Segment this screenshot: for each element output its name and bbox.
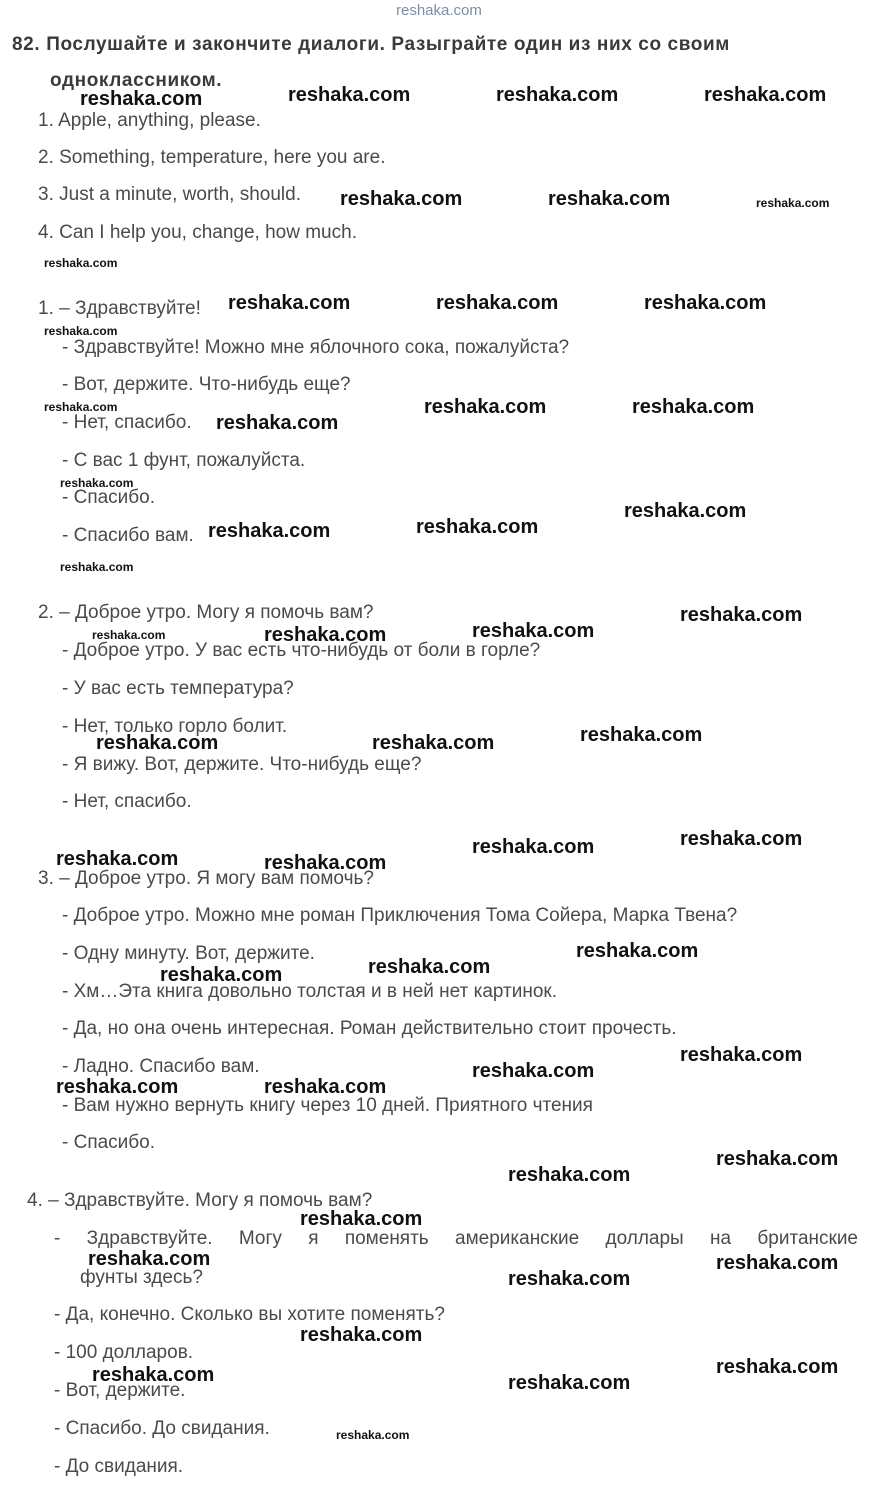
answer-line: 2. Something, temperature, here you are. (38, 147, 386, 168)
watermark: reshaka.com (632, 396, 755, 418)
dialogue2-line: - Я вижу. Вот, держите. Что-нибудь еще? (62, 754, 422, 775)
watermark: reshaka.com (496, 84, 619, 106)
dialogue3-line: - Хм…Эта книга довольно толстая и в ней нет картинок. (62, 981, 558, 1002)
watermark: reshaka.com (680, 1044, 803, 1066)
dialogue3-opening: 3. – Доброе утро. Я могу вам помочь? (38, 868, 374, 889)
word: я (308, 1228, 319, 1249)
watermark: reshaka.com (264, 852, 387, 874)
word: на (710, 1228, 732, 1249)
watermark: reshaka.com (216, 412, 339, 434)
dialogue1-opening: 1. – Здравствуйте! (38, 298, 201, 319)
answer-line: 1. Apple, anything, please. (38, 110, 261, 131)
watermark: reshaka.com (264, 624, 387, 646)
dialogue4-line: - До свидания. (54, 1456, 184, 1477)
watermark: reshaka.com (228, 292, 351, 314)
dialogue4-line: - Спасибо. До свидания. (54, 1418, 270, 1439)
word: британские (757, 1228, 858, 1249)
watermark-small: reshaka.com (92, 628, 166, 642)
watermark: reshaka.com (704, 84, 827, 106)
watermark: reshaka.com (416, 516, 539, 538)
dialogue4-line: - Да, конечно. Сколько вы хотите поменять? (54, 1304, 445, 1325)
task-title-line1: Послушайте и закончите диалоги. Разыграйте один из них со своим (46, 34, 730, 55)
dialogue3-line: - Доброе утро. Можно мне роман Приключения Тома Сойера, Марка Твена? (62, 905, 738, 926)
dialogue4-continuation: фунты здесь? (80, 1267, 203, 1288)
watermark-small: reshaka.com (60, 476, 134, 490)
dialogue1-line: - Спасибо вам. (62, 525, 194, 546)
watermark-small: reshaka.com (44, 324, 118, 338)
dialogue3-line: - Ладно. Спасибо вам. (62, 1056, 260, 1077)
watermark: reshaka.com (340, 188, 463, 210)
task-number: 82. (12, 34, 41, 55)
watermark: reshaka.com (716, 1148, 839, 1170)
dialogue4-line: - 100 долларов. (54, 1342, 194, 1363)
watermark: reshaka.com (716, 1252, 839, 1274)
watermark: reshaka.com (208, 520, 331, 542)
watermark: reshaka.com (508, 1164, 631, 1186)
watermark: reshaka.com (680, 828, 803, 850)
watermark: reshaka.com (472, 1060, 595, 1082)
watermark-small: reshaka.com (756, 196, 830, 210)
watermark: reshaka.com (88, 1248, 211, 1270)
watermark: reshaka.com (372, 732, 495, 754)
dialogue4-justified-line (54, 1228, 858, 1250)
dialogue3-line: - Вам нужно вернуть книгу через 10 дней. Приятного чтения (62, 1095, 593, 1116)
dialogue1-line: - Здравствуйте! Можно мне яблочного сока, пожалуйста? (62, 337, 570, 358)
watermark: reshaka.com (624, 500, 747, 522)
word: поменять (344, 1228, 429, 1249)
watermark: reshaka.com (508, 1372, 631, 1394)
watermark: reshaka.com (300, 1208, 423, 1230)
dialogue3-line: - Да, но она очень интересная. Роман действительно стоит прочесть. (62, 1018, 677, 1039)
watermark: reshaka.com (56, 1076, 179, 1098)
watermark: reshaka.com (548, 188, 671, 210)
task-header (12, 34, 730, 56)
answer-line: 3. Just a minute, worth, should. (38, 184, 301, 205)
watermark: reshaka.com (288, 84, 411, 106)
watermark: reshaka.com (580, 724, 703, 746)
word: Здравствуйте. (86, 1228, 213, 1249)
watermark: reshaka.com (92, 1364, 215, 1386)
word: американские (455, 1228, 580, 1249)
dialogue2-line: - Нет, только горло болит. (62, 716, 288, 737)
dialogue3-line: - Одну минуту. Вот, держите. (62, 943, 315, 964)
watermark: reshaka.com (508, 1268, 631, 1290)
watermark: reshaka.com (472, 620, 595, 642)
watermark: reshaka.com (160, 964, 283, 986)
dialogue2-line: - Нет, спасибо. (62, 791, 192, 812)
watermark-small: reshaka.com (336, 1428, 410, 1442)
watermark: reshaka.com (644, 292, 767, 314)
watermark-small: reshaka.com (44, 256, 118, 270)
watermark-small: reshaka.com (44, 400, 118, 414)
task-title-line2: одноклассником. (50, 70, 223, 91)
dialogue4-opening: 4. – Здравствуйте. Могу я помочь вам? (27, 1190, 373, 1211)
watermark: reshaka.com (680, 604, 803, 626)
watermark: reshaka.com (368, 956, 491, 978)
dialogue4-line: - Вот, держите. (54, 1380, 186, 1401)
watermark: reshaka.com (436, 292, 559, 314)
dialogue2-opening: 2. – Доброе утро. Могу я помочь вам? (38, 602, 374, 623)
site-watermark-top: reshaka.com (396, 2, 482, 19)
answer-line: 4. Can I help you, change, how much. (38, 222, 357, 243)
dialogue2-line: - У вас есть температура? (62, 678, 294, 699)
dialogue1-line: - Нет, спасибо. (62, 412, 192, 433)
dialogue1-line: - Вот, держите. Что-нибудь еще? (62, 374, 351, 395)
word: - (54, 1228, 61, 1249)
watermark: reshaka.com (472, 836, 595, 858)
dialogue1-line: - С вас 1 фунт, пожалуйста. (62, 450, 306, 471)
watermark: reshaka.com (80, 88, 203, 110)
watermark: reshaka.com (576, 940, 699, 962)
watermark: reshaka.com (264, 1076, 387, 1098)
watermark: reshaka.com (716, 1356, 839, 1378)
word: доллары (605, 1228, 684, 1249)
dialogue1-line: - Спасибо. (62, 487, 156, 508)
watermark: reshaka.com (424, 396, 547, 418)
watermark-small: reshaka.com (60, 560, 134, 574)
word: Могу (238, 1228, 282, 1249)
dialogue2-line: - Доброе утро. У вас есть что-нибудь от боли в горле? (62, 640, 541, 661)
watermark: reshaka.com (96, 732, 219, 754)
watermark: reshaka.com (56, 848, 179, 870)
dialogue3-line: - Спасибо. (62, 1132, 156, 1153)
watermark: reshaka.com (300, 1324, 423, 1346)
